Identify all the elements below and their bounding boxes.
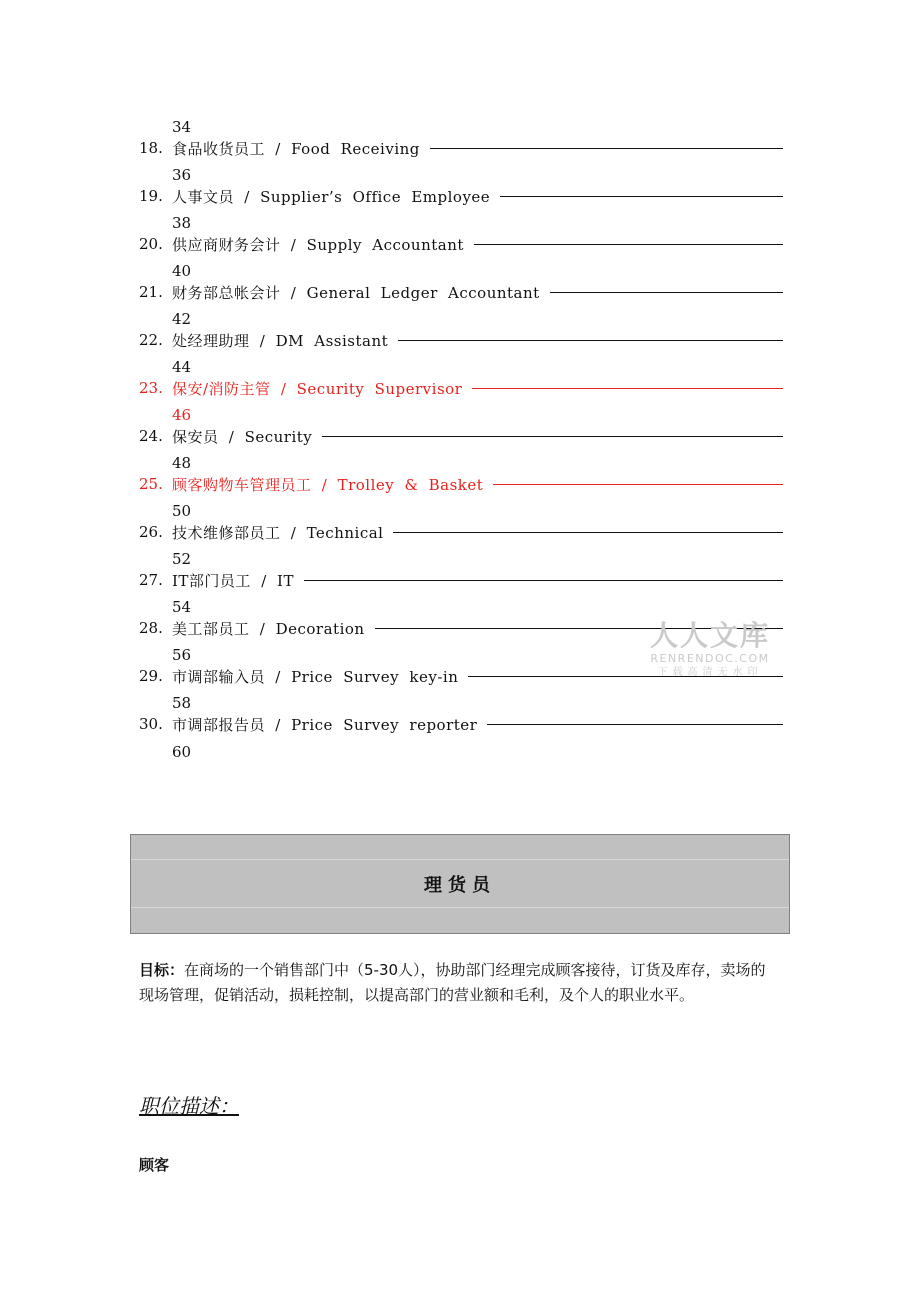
toc-leader-line (472, 388, 783, 389)
watermark-logo (646, 620, 774, 680)
toc-entry-number: 22. (139, 331, 163, 349)
toc-entry-title: 美工部员工 / Decoration (172, 619, 365, 638)
toc-entry-title: IT部门员工 / IT (172, 571, 294, 590)
toc-entry-number: 23. (139, 379, 163, 397)
toc-entry-title: 食品收货员工 / Food Receiving (172, 139, 420, 158)
toc-leader-line (550, 292, 783, 293)
toc-line (139, 233, 783, 255)
toc-entry (139, 453, 783, 501)
toc-page-number: 56 (172, 646, 192, 664)
toc-entry-title: 处经理助理 / DM Assistant (172, 331, 389, 350)
toc-entry-title: 保安/消防主管 / Security Supervisor (172, 379, 463, 398)
toc-leader-line (304, 580, 783, 581)
toc-line (139, 425, 783, 447)
toc-page-number: 42 (172, 310, 192, 328)
toc-entry-number: 19. (139, 187, 163, 205)
subsection-heading: 顾客 (139, 1156, 170, 1174)
toc-entry (139, 501, 783, 549)
toc-entry (139, 693, 783, 741)
goal-paragraph (139, 958, 779, 1008)
toc-line (139, 521, 783, 543)
toc-entry-title: 顾客购物车管理员工 / Trolley & Basket (172, 475, 484, 494)
toc-entry (139, 261, 783, 309)
toc-entry (139, 549, 783, 597)
toc-page-number: 46 (172, 406, 192, 424)
toc-entry-number: 30. (139, 715, 163, 733)
toc-entry-number: 24. (139, 427, 163, 445)
toc-leader-line (487, 724, 783, 725)
toc-page-number: 40 (172, 262, 192, 280)
toc-entry-title: 财务部总帐会计 / General Ledger Accountant (172, 283, 540, 302)
toc-line (139, 185, 783, 207)
section-title: 职位描述： (139, 1094, 239, 1118)
toc-page-number: 38 (172, 214, 192, 232)
toc-page-number: 36 (172, 166, 192, 184)
watermark-url: RENRENDOC.COM (650, 652, 770, 665)
toc-leader-line (493, 484, 783, 485)
toc-leader-line (500, 196, 783, 197)
toc-leader-line (322, 436, 783, 437)
toc-entry-title: 技术维修部员工 / Technical (172, 523, 384, 542)
toc-entry-title: 保安员 / Security (172, 427, 313, 446)
toc-line (139, 569, 783, 591)
toc-line (139, 329, 783, 351)
toc-entry-number: 26. (139, 523, 163, 541)
toc-leader-line (393, 532, 783, 533)
toc-page-number: 52 (172, 550, 192, 568)
toc-page-number: 48 (172, 454, 192, 472)
toc-entry-number: 20. (139, 235, 163, 253)
toc-entry-title: 市调部报告员 / Price Survey reporter (172, 715, 478, 734)
toc-entry-number: 18. (139, 139, 163, 157)
watermark-sub: 下载高清无水印 (657, 667, 763, 678)
goal-text: 在商场的一个销售部门中（5-30人），协助部门经理完成顾客接待，订货及库存，卖场的现场管理，促销活动，损耗控制，以提高部门的营业额和毛利，及个人的职业水平。 (139, 961, 766, 1004)
toc-line (139, 473, 783, 495)
toc-page-number: 34 (172, 118, 192, 136)
toc-entry-number: 27. (139, 571, 163, 589)
toc-line (139, 281, 783, 303)
toc-entry (139, 405, 783, 453)
toc-entry-title: 人事文员 / Supplier’s Office Employee (172, 187, 491, 206)
banner-title: 理货员 (424, 875, 496, 896)
toc-line (139, 713, 783, 735)
toc-entry (139, 309, 783, 357)
toc-page-number: 58 (172, 694, 192, 712)
toc-entry (139, 357, 783, 405)
toc-page-number: 44 (172, 358, 192, 376)
toc-entry (139, 165, 783, 213)
toc-leader-line (430, 148, 783, 149)
toc-entry (139, 213, 783, 261)
toc-page-number: 50 (172, 502, 192, 520)
toc-entry (139, 117, 783, 165)
toc-leader-line (398, 340, 783, 341)
toc-page-number: 54 (172, 598, 192, 616)
toc-last-page-number: 60 (172, 743, 192, 761)
goal-label: 目标： (139, 961, 185, 979)
toc-line (139, 137, 783, 159)
toc-entry-number: 28. (139, 619, 163, 637)
toc-entry-title: 市调部输入员 / Price Survey key-in (172, 667, 459, 686)
section-banner (130, 834, 790, 934)
toc-entry-number: 25. (139, 475, 163, 493)
toc-entry-title: 供应商财务会计 / Supply Accountant (172, 235, 464, 254)
toc-leader-line (474, 244, 783, 245)
toc-entry-number: 29. (139, 667, 163, 685)
watermark-main: 人人文库 (649, 619, 770, 652)
toc-line (139, 377, 783, 399)
toc-entry-number: 21. (139, 283, 163, 301)
